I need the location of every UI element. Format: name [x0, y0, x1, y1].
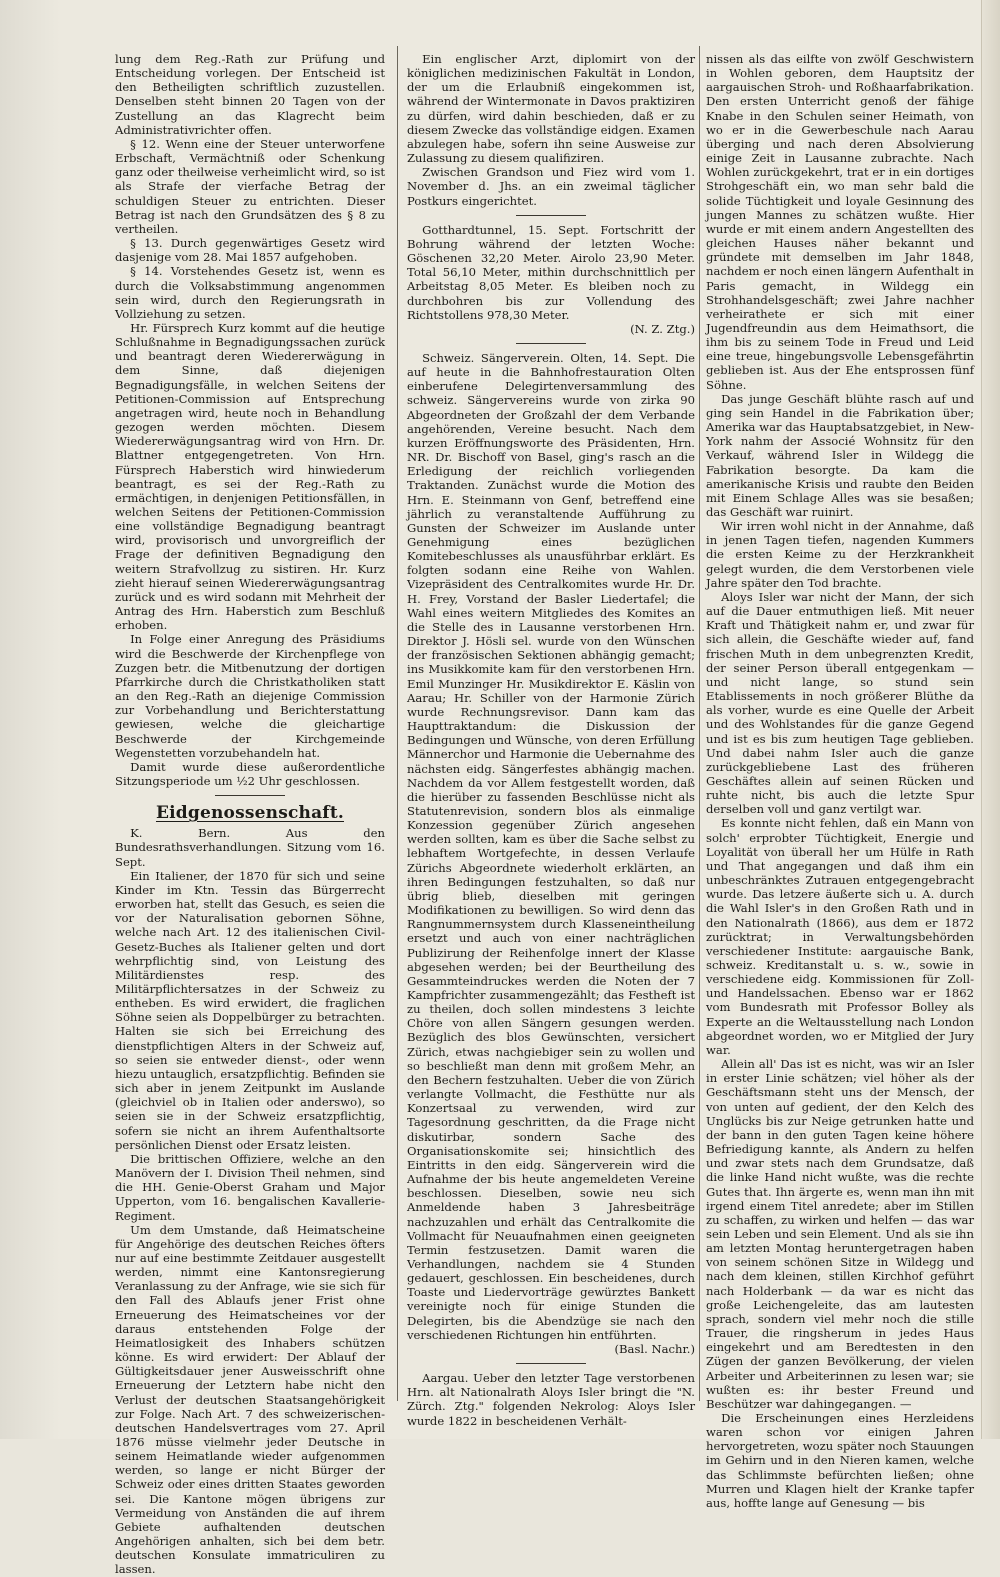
gotthard-source: (N. Z. Ztg.) [630, 321, 695, 336]
column-3-paragraphs [706, 52, 974, 1510]
col3-paragraph: Das junge Geschäft blühte rasch auf und ging sein Handel in die Fabrikation über; Amerika war das Hauptabsatzgebiet, in New-York nahm der Associé Wohnsitz für den Verkauf, während Isler in Wildegg die Fabrikation besorgte. Da kam die amerikanische Krisis und raubte den Beiden mit Einem Schlage Alles was sie besaßen; das Geschäft war ruinirt. [706, 391, 974, 519]
col1-paragraph: § 14. Vorstehendes Gesetz ist, wenn es durch die Volksabstimmung angenommen sein wird, durch den Regierungsrath in Vollziehung zu setzen. [115, 264, 385, 321]
page-left-margin [0, 0, 60, 1439]
column-1-top-paragraphs [115, 52, 385, 788]
col1-paragraph: In Folge einer Anregung des Präsidiums wird die Beschwerde der Kirchenpflege von Zuzgen betr. die Mitbenutzung der dortigen Pfarrkirche durch die Christkatholiken statt an den Reg.-Rath an diejenige Commission zur Vorbehandlung und Berichterstattung gewiesen, welche die gleichartige Beschwerde der Kirchgemeinde Wegenstetten vorzubehandeln hat. [115, 632, 385, 760]
col2-paragraph: Zwischen Grandson und Fiez wird vom 1. November d. Jhs. an ein zweimal täglicher Postkurs eingerichtet. [407, 165, 695, 208]
col3-paragraph: Aloys Isler war nicht der Mann, der sich auf die Dauer entmuthigen ließ. Mit neuer Kraft und Thätigkeit nahm er, und zwar für sich allein, die Geschäfte wieder auf, fand frischen Muth in dem unbegrenzten Kredit, der seiner Person überall entgegenkam — und nicht lange, so stund sein Etablissements in noch größerer Blüthe da als vorher, wurde es eine Quelle der Arbeit und des Wohlstandes für die ganze Gegend und ist es bis zum heutigen Tage geblieben. Und dabei nahm Isler auch die ganze zurückgebliebene Last des früheren Geschäftes allein auf seinen Rücken und ruhte nicht, bis auch die letzte Spur derselben voll und ganz vertilgt war. [706, 589, 974, 817]
col2-paragraph: Ein englischer Arzt, diplomirt von der königlichen medizinischen Fakultät in London, der um die Erlaubniß eingekommen ist, während der Wintermonate in Davos praktiziren zu dürfen, wird dahin beschieden, daß er zu diesem Zwecke das vollständige eidgen. Examen abzulegen habe, sofern ihn seine Ausweise zur Zulassung zu diesem qualifiziren. [407, 52, 695, 166]
column-1 [115, 52, 385, 1577]
col1_after-paragraph: Um dem Umstande, daß Heimatscheine für Angehörige des deutschen Reiches öfters nur auf eine bestimmte Zeitdauer ausgestellt werden, nimmt eine Kantonsregierung Veranlassung zu der Anfrage, wie sie sich für den Fall des Ablaufs jener Frist ohne Erneuerung des Heimatscheines vor der daraus entstehenden Folge der Heimatlosigkeit des Inhabers schützen könne. Es wird erwidert: Der Ablauf der Gültigkeitsdauer jener Ausweisschrift ohne Erneuerung der Letztern habe nicht den Verlust der deutschen Staatsangehörigkeit zur Folge. Nach Art. 7 des schweizerischen-deutschen Handelsvertrages vom 27. April 1876 müsse vielmehr jeder Deutsche in seinem Heimatlande wieder aufgenommen werden, so lange er nicht Bürger der Schweiz oder eines dritten Staates geworden sei. Die Kantone mögen übrigens zur Vermeidung von Anständen die auf ihrem Gebiete aufhaltenden deutschen Angehörigen anhalten, sich bei dem betr. deutschen Konsulate immatriculiren zu lassen. [115, 1222, 385, 1577]
col1-paragraph: Damit wurde diese außerordentliche Sitzungsperiode um ½2 Uhr geschlossen. [115, 759, 385, 788]
col3-paragraph: Die Erscheinungen eines Herzleidens waren schon vor einigen Jahren hervorgetreten, wozu später noch Stauungen im Gehirn und in den Nieren kamen, welche das Schlimmste befürchten ließen; ohne Murren und Klagen hielt der Kranke tapfer aus, hoffte lange auf Genesung — bis [706, 1411, 974, 1510]
article-divider-1 [516, 215, 586, 216]
aargau-article: Aargau. Ueber den letzter Tage verstorbenen Hrn. alt Nationalrath Aloys Isler bringt die "N. Zürch. Ztg." folgenden Nekrolog: Aloys Isler wurde 1822 in bescheidenen Verhält- [407, 1371, 695, 1428]
col3-paragraph: Es konnte nicht fehlen, daß ein Mann von solch' erprobter Tüchtigkeit, Energie und Loyalität von überall her um Hülfe in Rath und That angegangen und daß ihm ein unbeschränktes Zutrauen entgegengebracht wurde. Das letzere äußerte sich u. A. durch die Wahl Isler's in den Großen Rath und in den Nationalrath (1866), aus dem er 1872 zurücktrat; in Verwaltungsbehörden verschiedener Institute: aargauische Bank, schweiz. Kreditanstalt u. s. w., sowie in verschiedene eidg. Kommissionen für Zoll- und Handelssachen. Ebenso war er 1862 vom Bundesrath mit Professor Bolley als Experte an die Weltausstellung nach London abgeordnet worden, wo er Mitglied der Jury war. [706, 816, 974, 1057]
col1-paragraph: lung dem Reg.-Rath zur Prüfung und Entscheidung vorlegen. Der Entscheid ist den Betheiligten schriftlich zuzustellen. Denselben steht binnen 20 Tagen von der Zustellung an das Klagrecht beim Administrativrichter offen. [115, 52, 385, 137]
saengerverein-source: (Basl. Nachr.) [614, 1341, 695, 1356]
column-rule-2 [699, 46, 700, 1401]
col1_after-paragraph: Die brittischen Offiziere, welche an den Manövern der I. Division Theil nehmen, sind die HH. Genie-Oberst Graham und Major Upperton, vom 16. bengalischen Kavallerie-Regiment. [115, 1151, 385, 1223]
col1-paragraph: § 12. Wenn eine der Steuer unterworfene Erbschaft, Vermächtniß oder Schenkung ganz oder theilweise verheimlicht wird, so ist als Strafe der vierfache Betrag der schuldigen Steuer zu entrichten. Dieser Betrag ist nach den Grundsätzen des § 8 zu vertheilen. [115, 136, 385, 236]
page-right-edge [981, 0, 1000, 1439]
article-divider-2 [516, 343, 586, 344]
col1-paragraph: Hr. Fürsprech Kurz kommt auf die heutige Schlußnahme in Begnadigungssachen zurück und beantragt deren Wiedererwägung in dem Sinne, daß diejenigen Begnadigungsfälle, in welchen Seitens der Petitionen-Commission auf Entsprechung angetragen wird, heute noch in Behandlung gezogen werden möchten. Diesem Wiedererwägungsantrag wird von Hrn. Dr. Blattner entgegengetreten. Von Hrn. Fürsprech Haberstich wird hinwiederum beantragt, es sei der Reg.-Rath zu ermächtigen, in denjenigen Petitionsfällen, in welchen Seitens der Petitionen-Commission eine vollständige Begnadigung beantragt wird, provisorisch und unvorgreiflich der Frage der definitiven Begnadigung den weitern Strafvollzug zu sistiren. Hr. Kurz zieht hierauf seinen Wiedererwägungsantrag zurück und es wird sodann mit Mehrheit der Antrag des Hrn. Haberstich zum Beschluß erhoben. [115, 320, 385, 633]
gotthard-article: Gotthardtunnel, 15. Sept. Fortschritt der Bohrung während der letzten Woche: Göschenen 32,20 Meter. Airolo 23,90 Meter. Total 56,10 Meter, mithin durchschnittlich per Arbeitstag 8,05 Meter. Es bleiben noch zu durchbohren bis zur Vollendung des Richtstollens 978,30 Meter. [407, 222, 695, 322]
column-rule-1 [397, 46, 398, 1401]
col1_after-paragraph: Ein Italiener, der 1870 für sich und seine Kinder im Ktn. Tessin das Bürgerrecht erworben hat, stellt das Gesuch, es seien die vor der Naturalisation gebornen Söhne, welche nach Art. 12 des italienischen Civil-Gesetz-Buches als Italiener gelten und dort wehrpflichtig sind, von Leistung des Militärdienstes resp. des Militärpflichtersatzes in der Schweiz zu entheben. Es wird erwidert, die fraglichen Söhne seien als Doppelbürger zu betrachten. Halten sie sich bei Erreichung des dienstpflichtigen Alters in der Schweiz auf, so seien sie entweder dienst-, oder wenn hiezu untauglich, ersatzpflichtig. Befinden sie sich aber in jenem Zeitpunkt im Auslande (gleichviel ob in Italien oder anderswo), so seien sie in der Schweiz ersatzpflichtig, sofern sie nicht an ihrem Aufenthaltsorte persönlichen Dienst oder Ersatz leisten. [115, 868, 385, 1152]
article-divider-3 [516, 1363, 586, 1364]
col3-paragraph: Wir irren wohl nicht in der Annahme, daß in jenen Tagen tiefen, nagenden Kummers die ersten Keime zu der Herzkrankheit gelegt wurden, die dem Verstorbenen viele Jahre später den Tod brachte. [706, 519, 974, 590]
column-2-top-paragraphs [407, 52, 695, 208]
col1-paragraph: § 13. Durch gegenwärtiges Gesetz wird dasjenige vom 28. Mai 1857 aufgehoben. [115, 236, 385, 265]
saengerverein-article: Schweiz. Sängerverein. Olten, 14. Sept. Die auf heute in die Bahnhofrestauration Olten einberufene Delegirtenversammlung des schweiz. Sängervereins wurde von zirka 90 Abgeordneten der Großzahl der dem Verbande angehörenden, Vereine besucht. Nach dem kurzen Eröffnungsworte des Präsidenten, Hrn. NR. Dr. Bischoff von Basel, ging's rasch an die Erledigung der reichlich vorliegenden Traktanden. Zunächst wurde die Motion des Hrn. E. Steinmann von Genf, betreffend eine jährlich zu veranstaltende Aufführung zu Gunsten der Schweizer im Auslande unter Genehmigung eines bezüglichen Komitebeschlusses als unausführbar erklärt. Es folgten sodann eine Reihe von Wahlen. Vizepräsident des Centralkomites wurde Hr. Dr. H. Frey, Vorstand der Basler Liedertafel; die Wahl eines weitern Mitgliedes des Komites an die Stelle des in Lausanne verstorbenen Hrn. Direktor J. Hösli sel. wurde von den Wünschen der französischen Sektionen abhängig gemacht; ins Musikkomite kam für den verstorbenen Hrn. Emil Munzinger Hr. Musikdirektor E. Käslin von Aarau; Hr. Schiller von der Harmonie Zürich wurde Rechnungsrevisor. Dann kam das Haupttraktandum: die Diskussion der Bedingungen und Wünsche, von deren Erfüllung Männerchor und Harmonie die Uebernahme des nächsten eidg. Sängerfestes abhängig machen. Nachdem da vor Allem festgestellt worden, daß die hierüber zu fassenden Beschlüsse nicht als Statutenrevision, sondern blos als einmalige Konzession gegenüber Zürich angesehen werden sollten, kam es über die Sache selbst zu lebhaftem Wortgefechte, in dessen Verlaufe Zürichs Abgeordnete wiederholt erklärten, an ihren Bedingungen festzuhalten, so daß nur übrig blieb, dieselben mit geringen Modifikationen zu bewilligen. So wird denn das Rangnummernsystem durch Klasseneintheilung ersetzt und auch von einer nachträglichen Publizirung der Reihenfolge innert der Klasse abgesehen werden; bei der Beurtheilung des Gesammteindruckes werden die Noten der 7 Kampfrichter zusammengezählt; das Festheft ist zu theilen, doch sollen mindestens 3 leichte Chöre von allen Sängern gesungen werden. Bezüglich des blos Gewünschten, versichert Zürich, etwas nachgiebiger sein zu wollen und so beschließt man denn mit großem Mehr, an den Bechern festzuhalten. Ueber die von Zürich verlangte Vollmacht, die Festhütte nur als Konzertsaal zu verwenden, wird zur Tagesordnung geschritten, da die Frage nicht diskutirbar, sondern Sache des Organisationskomite sei; hinsichtlich des Eintritts in den eidg. Sängerverein wird die Aufnahme der bis heute angemeldeten Vereine beschlossen. Dieselben, sowie neu sich Anmeldende haben 3 Jahresbeiträge nachzuzahlen und erhält das Centralkomite die Vollmacht für Neuaufnahmen einen geeigneten Termin festzusetzen. Damit waren die Verhandlungen, nachdem sie 4 Stunden gedauert, geschlossen. Ein bescheidenes, durch Toaste und Liedervorträge gewürztes Bankett vereinigte noch für einige Stunden die Delegirten, bis die Abendzüge sie nach den verschiedenen Richtungen hin entführten. [407, 350, 695, 1342]
section-rule [215, 795, 285, 796]
section-heading: Eidgenossenschaft. [155, 803, 344, 824]
col3-paragraph: Allein all' Das ist es nicht, was wir an Isler in erster Linie schätzen; viel höher als der Geschäftsmann steht uns der Mensch, der von unten auf gedient, der den Kelch des Unglücks bis zur Neige getrunken hatte und der bann in den guten Tagen keine höhere Befriedigung kannte, als Andern zu helfen und zwar stets nach dem Grundsatze, daß die linke Hand nicht wußte, was die rechte Gutes that. Ihn ärgerte es, wenn man ihn mit irgend einem Titel anredete; aber im Stillen zu schaffen, zu wirken und helfen — das war sein Leben und sein Element. Und als sie ihn am letzten Montag heruntergetragen haben von seinem schönen Sitze in Wildegg und nach dem kleinen, stillen Kirchhof geführt nach Holderbank — da war es nicht das große Leichengeleite, das am lautesten sprach, sondern viel mehr noch die stille Trauer, die ringsherum in jedes Haus eingekehrt und am Beredtesten in den Zügen der ganzen Bevölkerung, der vielen Arbeiter und Arbeiterinnen zu lesen war; sie wußten es: ihr bester Freund und Beschützer war dahingegangen. — [706, 1057, 974, 1411]
column-3 [706, 52, 974, 1510]
col3-paragraph: nissen als das eilfte von zwölf Geschwistern in Wohlen geboren, dem Hauptsitz der aargauischen Stroh- und Roßhaarfabrikation. Den ersten Unterricht genoß der fähige Knabe in den Schulen seiner Heimath, von wo er in die Gewerbeschule nach Aarau überging und nach deren Absolvierung einige Zeit in Lausanne zubrachte. Nach Wohlen zurückgekehrt, trat er in ein dortiges Strohgeschäft ein, wo man sehr bald die solide Tüchtigkeit und loyale Gesinnung des jungen Mannes zu schätzen wußte. Hier wurde er mit einem andern Angestellten des gleichen Hauses näher bekannt und gründete mit demselben im Jahr 1848, nachdem er noch einen längern Aufenthalt in Paris gemacht, in Wildegg ein Strohhandelsgeschäft; zwei Jahre nachher verheirathete er sich mit einer Jugendfreundin aus dem Heimathsort, die ihm bis zu seinem Tode in Freud und Leid eine treue, hingebungsvolle Lebensgefährtin geblieben ist. Aus der Ehe entsprossen fünf Söhne. [706, 52, 974, 392]
column-2 [407, 52, 695, 1428]
col1_after-paragraph: K. Bern. Aus den Bundesrathsverhandlungen. Sitzung vom 16. Sept. [115, 826, 385, 869]
column-1-bundesrath-paragraphs [115, 826, 385, 1576]
